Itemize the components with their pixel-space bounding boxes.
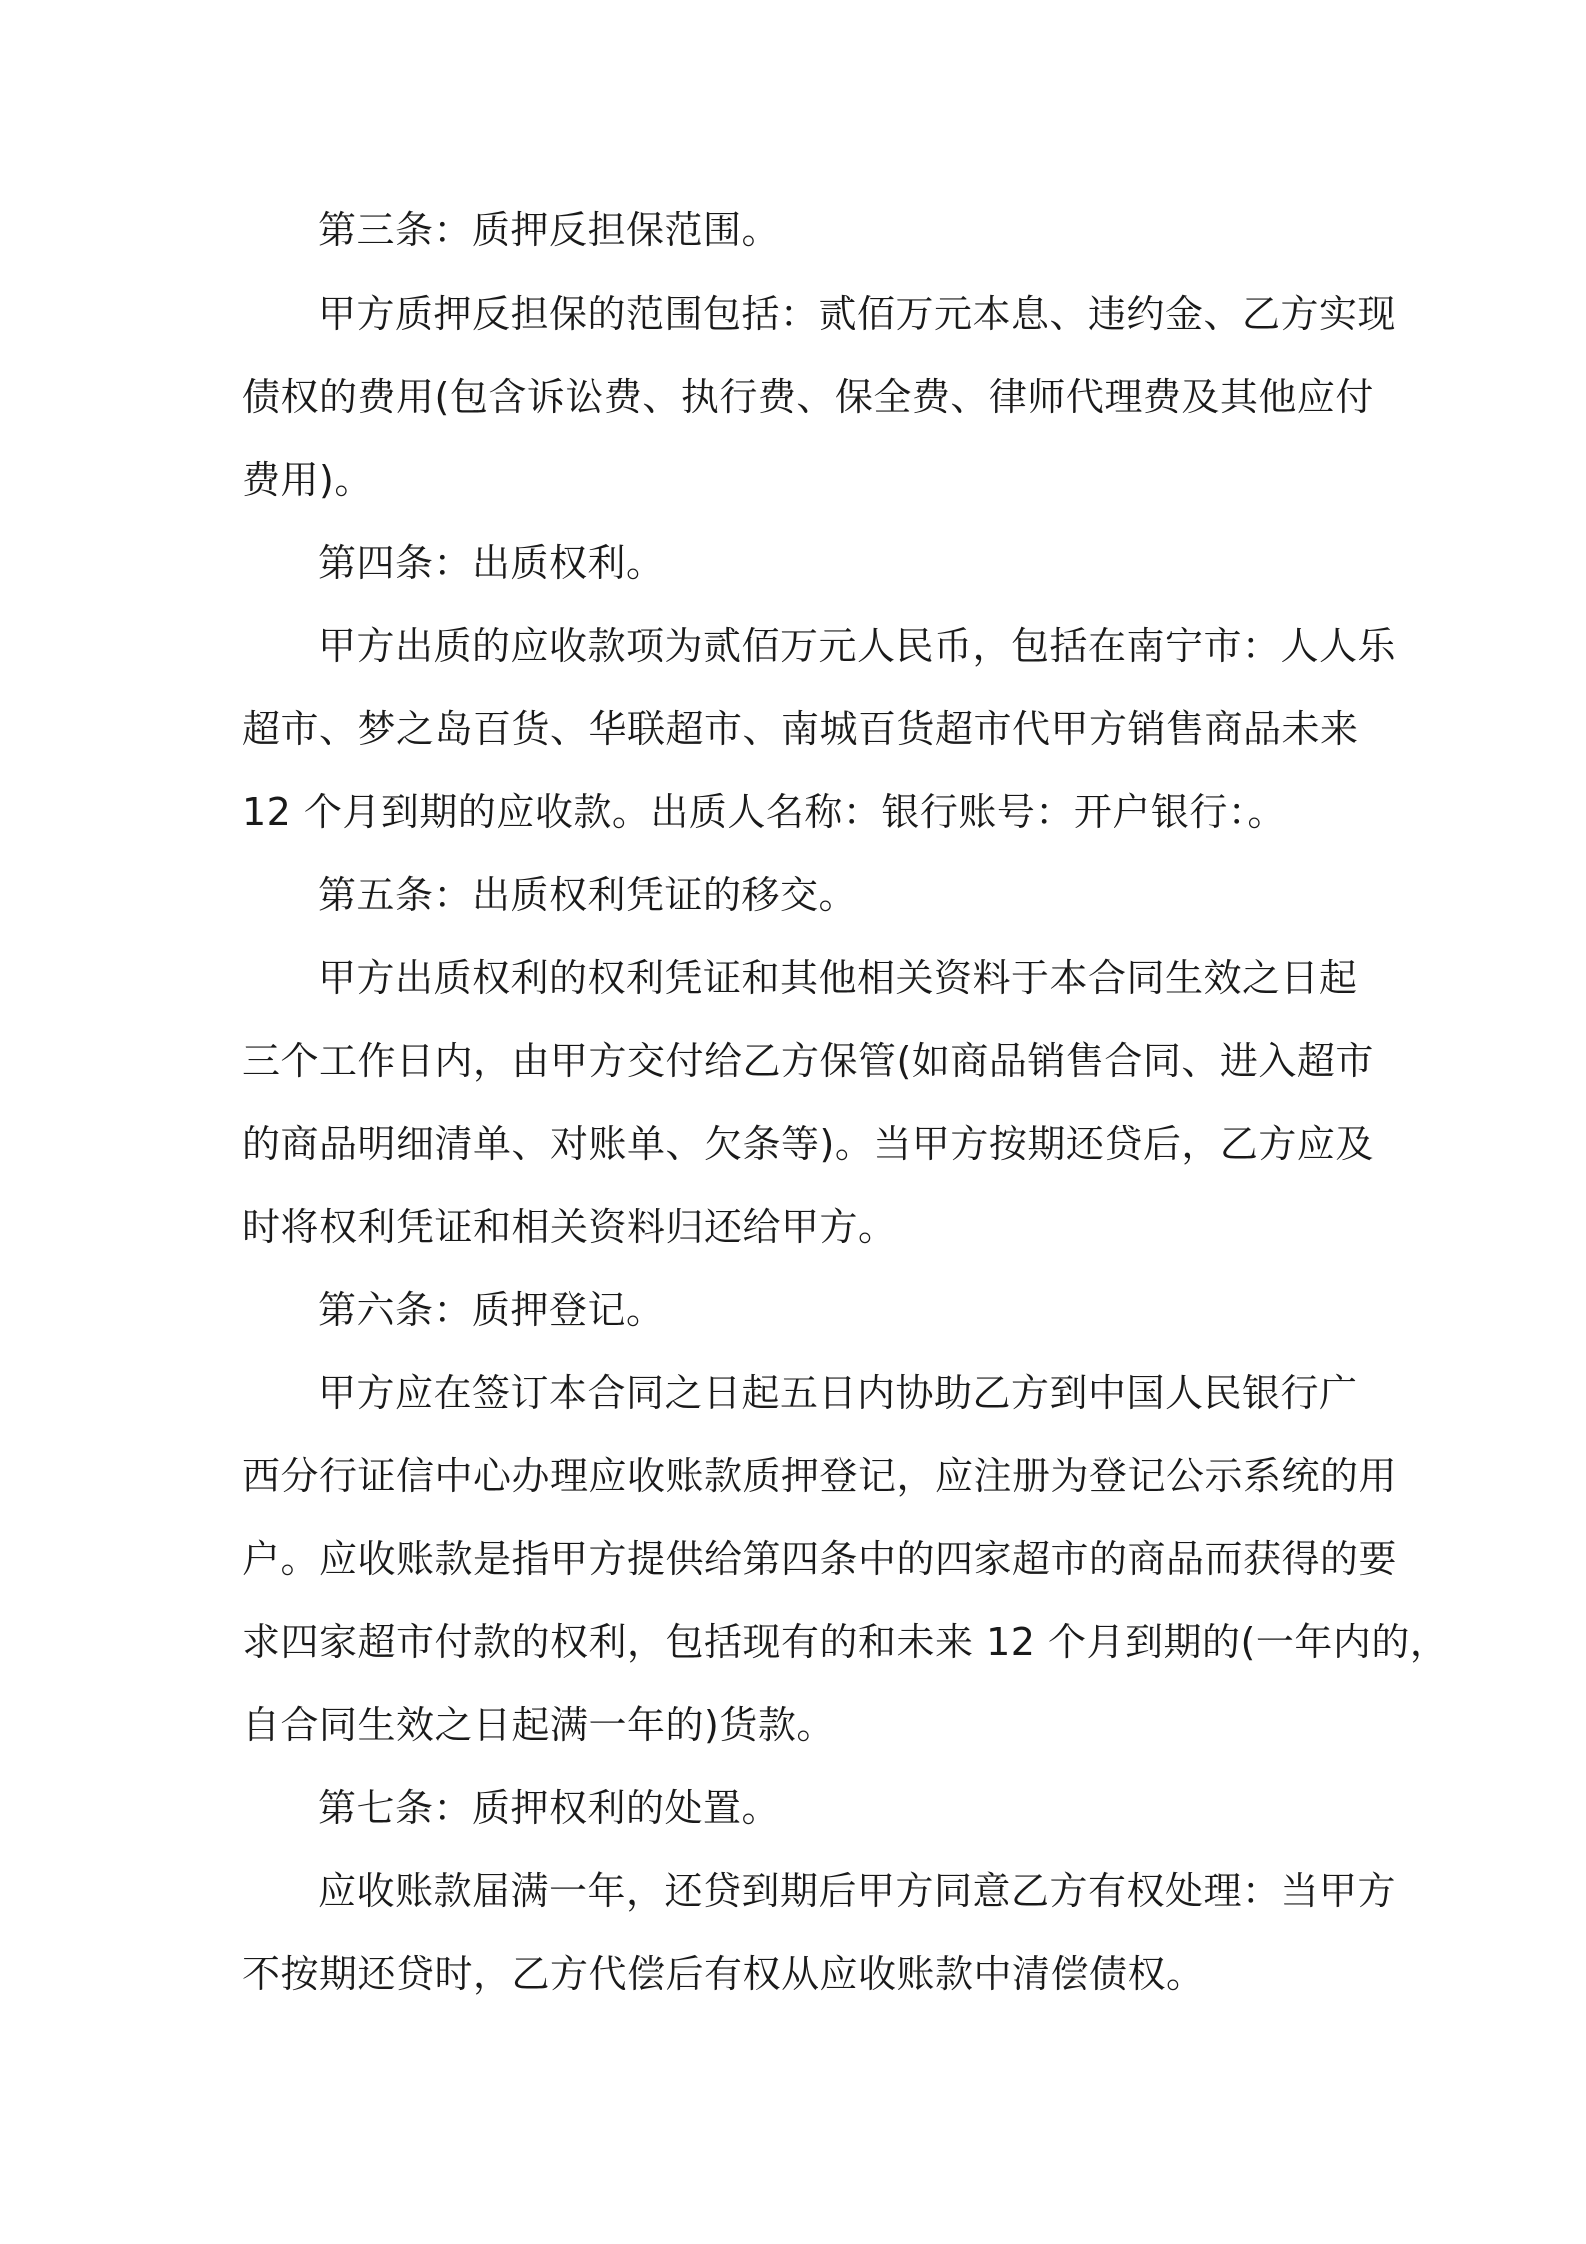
article-5-text-line-4: 时将权利凭证和相关资料归还给甲方。: [242, 1205, 897, 1249]
article-4-text-line-3: 12 个月到期的应收款。出质人名称：银行账号：开户银行：。: [242, 790, 1286, 834]
article-5-text-line-2: 三个工作日内，由甲方交付给乙方保管(如商品销售合同、进入超市: [242, 1039, 1374, 1083]
article-6-text-line-2: 西分行证信中心办理应收账款质押登记，应注册为登记公示系统的用: [242, 1454, 1398, 1498]
article-7-heading: 第七条：质押权利的处置。: [318, 1786, 781, 1830]
article-5-heading: 第五条：出质权利凭证的移交。: [318, 873, 858, 917]
article-3-heading: 第三条：质押反担保范围。: [318, 208, 781, 252]
article-6-text-line-1: 甲方应在签订本合同之日起五日内协助乙方到中国人民银行广: [318, 1371, 1358, 1415]
article-4-text-line-2: 超市、梦之岛百货、华联超市、南城百货超市代甲方销售商品未来: [242, 707, 1359, 751]
article-6-text-line-5: 自合同生效之日起满一年的)货款。: [242, 1703, 835, 1747]
article-7-text-line-2: 不按期还贷时，乙方代偿后有权从应收账款中清偿债权。: [242, 1952, 1205, 1996]
article-6-text-line-4: 求四家超市付款的权利，包括现有的和未来 12 个月到期的(一年内的，: [242, 1620, 1449, 1664]
article-5-text-line-3: 的商品明细清单、对账单、欠条等)。当甲方按期还贷后，乙方应及: [242, 1122, 1374, 1166]
article-3-text-line-2: 债权的费用(包含诉讼费、执行费、保全费、律师代理费及其他应付: [242, 375, 1374, 419]
article-4-heading: 第四条：出质权利。: [318, 541, 665, 585]
article-5-text-line-1: 甲方出质权利的权利凭证和其他相关资料于本合同生效之日起: [318, 956, 1358, 1000]
article-4-text-line-1: 甲方出质的应收款项为贰佰万元人民币，包括在南宁市：人人乐: [318, 624, 1397, 668]
article-6-text-line-3: 户。应收账款是指甲方提供给第四条中的四家超市的商品而获得的要: [242, 1537, 1398, 1581]
article-3-text-line-3: 费用)。: [242, 458, 373, 502]
article-3-text-line-1: 甲方质押反担保的范围包括：贰佰万元本息、违约金、乙方实现: [318, 292, 1397, 336]
article-7-text-line-1: 应收账款届满一年，还贷到期后甲方同意乙方有权处理：当甲方: [318, 1869, 1397, 1913]
article-6-heading: 第六条：质押登记。: [318, 1288, 665, 1332]
